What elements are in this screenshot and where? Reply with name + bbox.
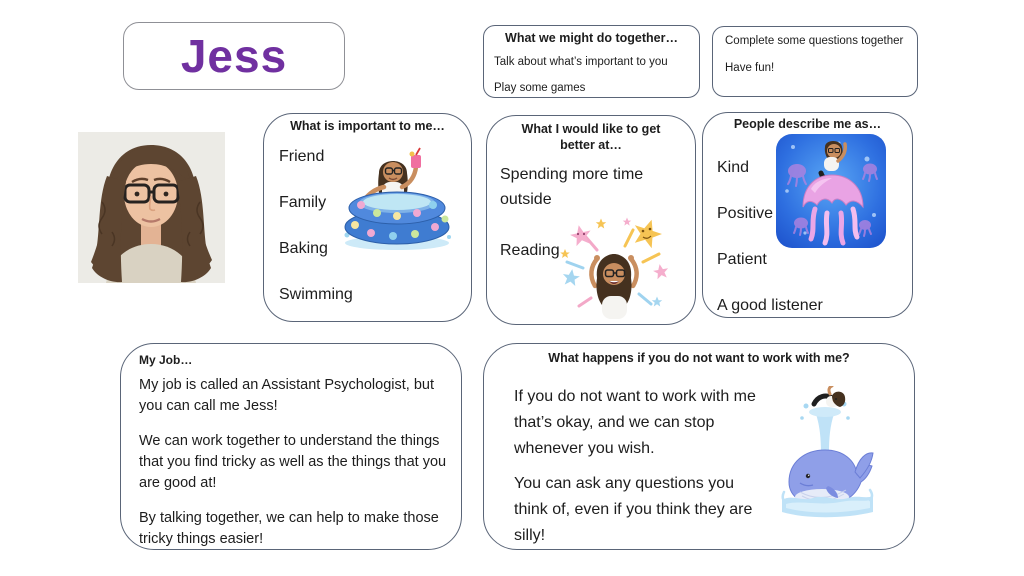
- together-item: Play some games: [494, 81, 586, 94]
- describe-item: A good listener: [717, 297, 823, 314]
- complete-item: Have fun!: [725, 61, 775, 74]
- better-box: [486, 115, 696, 325]
- describe-item: Patient: [717, 251, 767, 268]
- better-item: Reading: [500, 242, 560, 259]
- job-box-title: My Job…: [139, 353, 193, 367]
- job-line: tricky things easier!: [139, 531, 264, 547]
- important-item: Family: [279, 194, 327, 211]
- stop-line: You can ask any questions you: [514, 475, 735, 492]
- job-line: By talking together, we can help to make those: [139, 510, 439, 526]
- job-paragraph: [139, 431, 447, 494]
- job-line: you can call me Jess!: [139, 398, 278, 414]
- portrait-illustration: [78, 132, 225, 283]
- stop-paragraph: [514, 471, 794, 549]
- together-box: [483, 25, 700, 98]
- stop-paragraph: [514, 384, 794, 462]
- better-box-title: What I would like to get better at…: [521, 122, 661, 152]
- person-name: Jess: [180, 30, 288, 82]
- job-box: [120, 343, 462, 550]
- stop-line: If you do not want to work with me: [514, 388, 756, 405]
- job-line: We can work together to understand the things: [139, 433, 440, 449]
- better-item: Spending more time outside: [500, 166, 644, 208]
- job-paragraph: [139, 508, 443, 550]
- job-line: are good at!: [139, 475, 217, 491]
- together-item: Talk about what’s important to you: [494, 55, 668, 68]
- stop-box: [483, 343, 915, 550]
- important-box-title: What is important to me…: [290, 119, 445, 133]
- stop-line: that’s okay, and we can stop: [514, 414, 715, 431]
- stop-line: silly!: [514, 527, 546, 544]
- paddling-pool-bitmoji-image: [341, 147, 454, 251]
- important-item: Swimming: [279, 286, 353, 303]
- stop-paragraphs: [514, 384, 794, 549]
- job-line: My job is called an Assistant Psychologist, but: [139, 377, 434, 393]
- describe-box-title: People describe me as…: [733, 117, 882, 131]
- job-paragraph: [139, 375, 443, 417]
- jellyfish-ride-bitmoji-image: [775, 133, 887, 249]
- describe-box: [702, 112, 913, 318]
- describe-item: Positive: [717, 205, 774, 222]
- together-box-title: What we might do together…: [505, 31, 678, 45]
- name-card: [123, 22, 345, 90]
- whale-splash-bitmoji-image: [780, 386, 875, 519]
- celebration-stars-bitmoji-image: [557, 214, 671, 319]
- stop-line: whenever you wish.: [514, 440, 655, 457]
- complete-box: [712, 26, 918, 97]
- stop-box-title: What happens if you do not want to work with me?: [548, 351, 850, 365]
- describe-item: Kind: [717, 159, 750, 176]
- stop-line: think of, even if you think they are: [514, 501, 753, 518]
- important-item: Friend: [279, 148, 325, 165]
- complete-item: Complete some questions together: [725, 35, 904, 47]
- important-box: [263, 113, 472, 322]
- important-item: Baking: [279, 240, 328, 257]
- profile-photo: [78, 132, 225, 283]
- job-line: that you find tricky as well as the things that you: [139, 454, 447, 470]
